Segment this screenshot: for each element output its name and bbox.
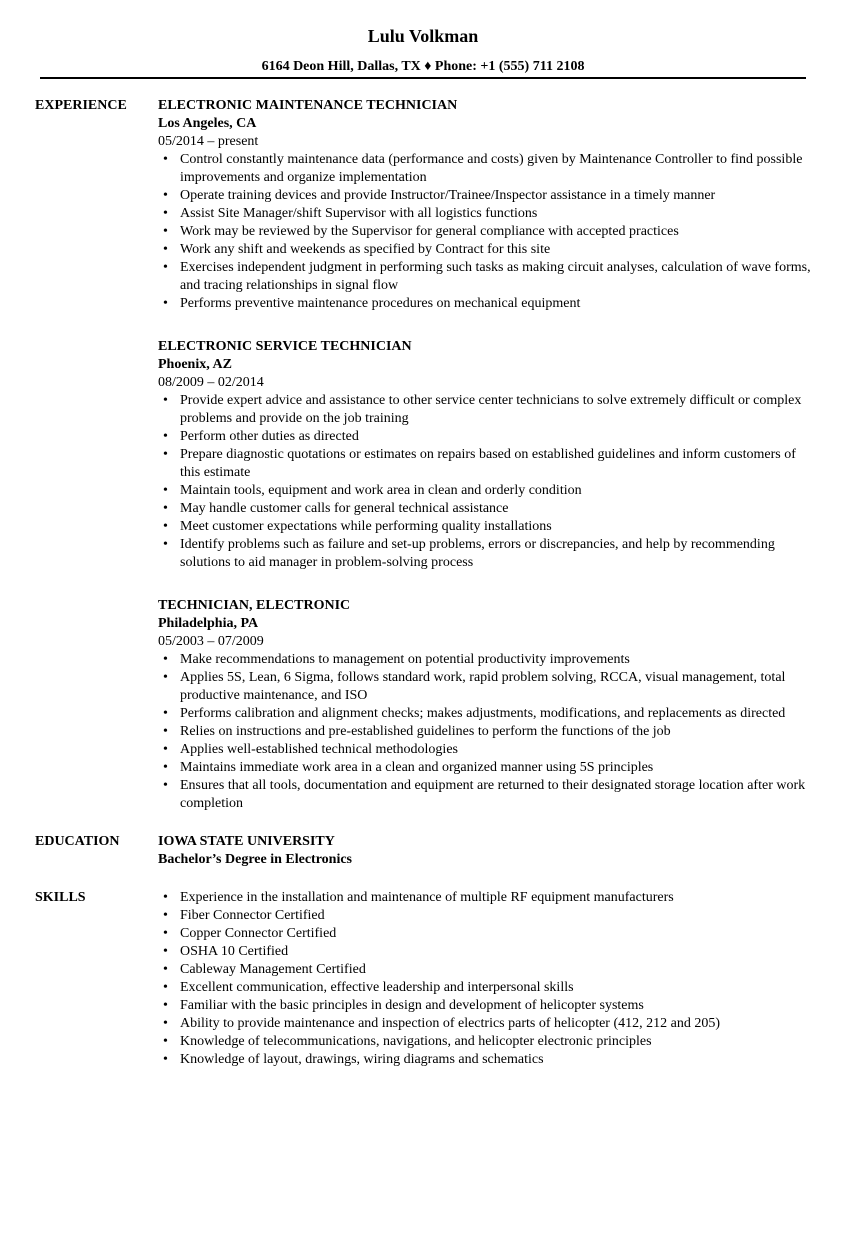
list-item: • Maintains immediate work area in a clean and organized manner using 5S principles	[158, 759, 818, 777]
job-entry	[158, 338, 818, 572]
list-item: • Fiber Connector Certified	[158, 907, 818, 925]
list-item: • Applies 5S, Lean, 6 Sigma, follows standard work, rapid problem solving, RCCA, visual management, total productive maintenance, and ISO	[158, 669, 818, 705]
list-item: • Ensures that all tools, documentation and equipment are returned to their designated storage location after work completion	[158, 777, 818, 813]
list-item: • Copper Connector Certified	[158, 925, 818, 943]
job-title: ELECTRONIC SERVICE TECHNICIAN	[158, 339, 412, 354]
list-item: • Experience in the installation and maintenance of multiple RF equipment manufacturers	[158, 889, 818, 907]
list-item: • Cableway Management Certified	[158, 961, 818, 979]
list-item: • May handle customer calls for general technical assistance	[158, 500, 818, 518]
list-item: • Relies on instructions and pre-established guidelines to perform the functions of the job	[158, 723, 818, 741]
skills-section	[0, 889, 860, 1069]
section-label-skills: SKILLS	[35, 890, 86, 905]
job-title: TECHNICIAN, ELECTRONIC	[158, 598, 351, 613]
contact-line: 6164 Deon Hill, Dallas, TX ♦ Phone: +1 (555) 711 2108	[261, 59, 585, 74]
education-section	[0, 833, 860, 869]
list-item: • Meet customer expectations while performing quality installations	[158, 518, 818, 536]
job-entry	[158, 597, 818, 813]
job-duties-list	[158, 651, 818, 813]
list-item: • Assist Site Manager/shift Supervisor with all logistics functions	[158, 205, 818, 223]
list-item: • Control constantly maintenance data (performance and costs) given by Maintenance Controller to find possible improvements and organize implementation	[158, 151, 818, 187]
list-item: • Familiar with the basic principles in design and development of helicopter systems	[158, 997, 818, 1015]
header-divider	[40, 77, 806, 79]
list-item: • Applies well-established technical methodologies	[158, 741, 818, 759]
job-location: Phoenix, AZ	[158, 357, 232, 372]
list-item: • Knowledge of layout, drawings, wiring diagrams and schematics	[158, 1051, 818, 1069]
list-item: • Work any shift and weekends as specified by Contract for this site	[158, 241, 818, 259]
list-item: • Excellent communication, effective leadership and interpersonal skills	[158, 979, 818, 997]
degree-name: Bachelor’s Degree in Electronics	[158, 852, 353, 867]
section-label-education: EDUCATION	[35, 834, 120, 849]
section-label-experience: EXPERIENCE	[35, 98, 127, 113]
list-item: • Make recommendations to management on potential productivity improvements	[158, 651, 818, 669]
list-item: • Provide expert advice and assistance to other service center technicians to solve extremely difficult or complex problems and provide on the job training	[158, 392, 818, 428]
job-dates: 05/2003 – 07/2009	[158, 634, 264, 649]
list-item: • Exercises independent judgment in performing such tasks as making circuit analyses, calculation of wave forms, and tracing relationships in signal flow	[158, 259, 818, 295]
list-item: • Operate training devices and provide Instructor/Trainee/Inspector assistance in a timely manner	[158, 187, 818, 205]
list-item: • Maintain tools, equipment and work area in clean and orderly condition	[158, 482, 818, 500]
experience-section	[0, 97, 860, 813]
job-location: Los Angeles, CA	[158, 116, 257, 131]
job-duties-list	[158, 392, 818, 572]
list-item: • Perform other duties as directed	[158, 428, 818, 446]
list-item: • OSHA 10 Certified	[158, 943, 818, 961]
list-item: • Prepare diagnostic quotations or estimates on repairs based on established guidelines and inform customers of this estimate	[158, 446, 818, 482]
job-location: Philadelphia, PA	[158, 616, 259, 631]
job-duties-list	[158, 151, 818, 313]
job-dates: 05/2014 – present	[158, 134, 259, 149]
list-item: • Identify problems such as failure and set-up problems, errors or discrepancies, and help by recommending solutions to aid manager in problem-solving process	[158, 536, 818, 572]
candidate-name: Lulu Volkman	[367, 26, 479, 46]
job-title: ELECTRONIC MAINTENANCE TECHNICIAN	[158, 98, 458, 113]
job-dates: 08/2009 – 02/2014	[158, 375, 264, 390]
list-item: • Performs calibration and alignment checks; makes adjustments, modifications, and replacements as directed	[158, 705, 818, 723]
list-item: • Ability to provide maintenance and inspection of electrics parts of helicopter (412, 212 and 205)	[158, 1015, 818, 1033]
list-item: • Knowledge of telecommunications, navigations, and helicopter electronic principles	[158, 1033, 818, 1051]
job-entry	[158, 97, 818, 313]
list-item: • Performs preventive maintenance procedures on mechanical equipment	[158, 295, 818, 313]
school-name: IOWA STATE UNIVERSITY	[158, 834, 335, 849]
skills-list	[158, 889, 818, 1069]
list-item: • Work may be reviewed by the Supervisor for general compliance with accepted practices	[158, 223, 818, 241]
